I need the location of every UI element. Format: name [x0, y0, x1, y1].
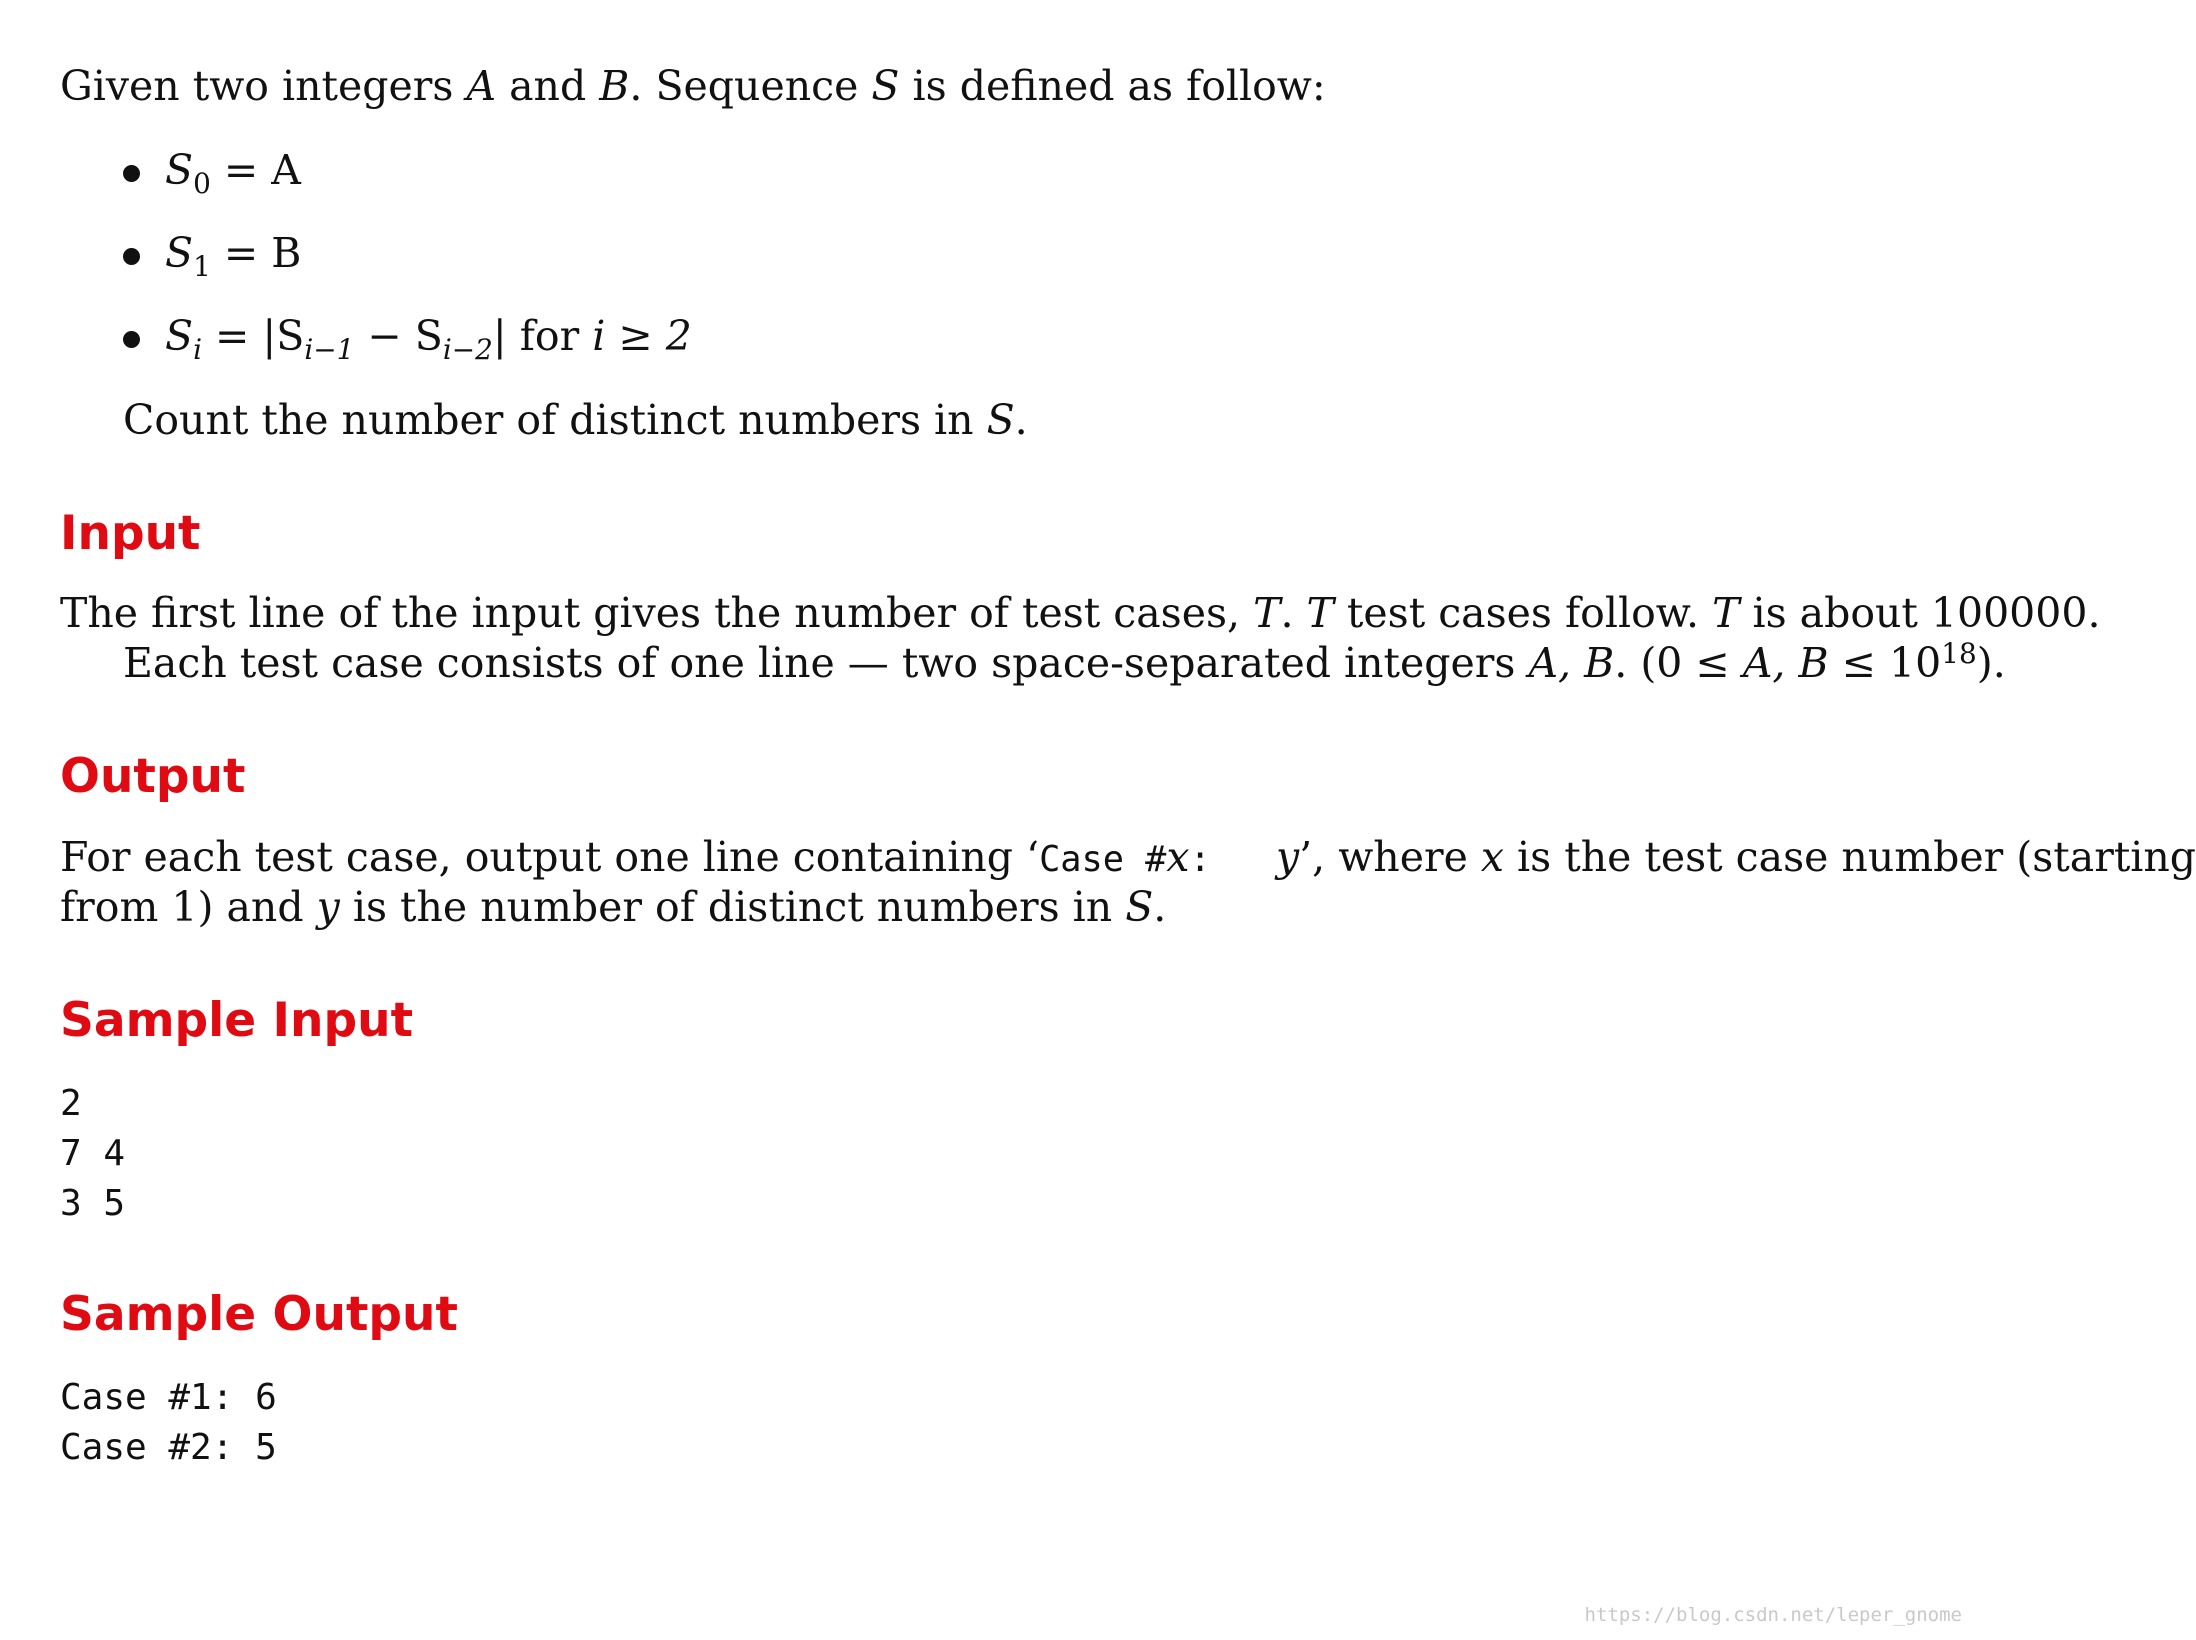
definition-item: [165, 229, 302, 283]
intro-text-4: is defined as follow:: [899, 62, 1326, 110]
definition-rhs: = A: [223, 146, 301, 194]
sample-input-block: 2 7 4 3 5: [60, 1083, 126, 1224]
variable-x: x: [1166, 833, 1190, 881]
sample-input-heading: Sample Input: [60, 993, 414, 1048]
variable-s: S: [986, 396, 1015, 444]
intro-text-2: and: [496, 62, 600, 110]
definition-lhs: S: [165, 229, 194, 277]
exponent: 18: [1941, 636, 1977, 670]
output-text: from 1) and: [60, 883, 317, 931]
task-text: Count the number of distinct numbers in: [123, 396, 987, 444]
bullet-icon: [123, 165, 140, 182]
input-text: ≤ 10: [1828, 639, 1942, 687]
definition-subscript: i: [193, 332, 203, 366]
definition-subscript: 1: [193, 249, 211, 283]
definition-item: [165, 146, 301, 200]
variable-b: B: [599, 62, 630, 110]
output-description-line: [60, 885, 1166, 930]
input-text: test cases follow.: [1333, 589, 1713, 637]
variable-t: T: [1306, 589, 1334, 637]
bullet-icon: [123, 248, 140, 265]
task-period: .: [1014, 396, 1028, 444]
variable-s: S: [871, 62, 900, 110]
definition-condition: i ≥ 2: [592, 312, 692, 360]
output-text: is the test case number (starting: [1504, 833, 2196, 881]
definition-text: for: [506, 312, 593, 360]
variable-t: T: [1253, 589, 1281, 637]
output-text: is the number of distinct numbers in: [339, 883, 1126, 931]
definition-expression: − S: [354, 312, 443, 360]
variable-y: y: [316, 883, 340, 931]
sample-output-block: Case #1: 6 Case #2: 5: [60, 1377, 277, 1468]
output-text: .: [1153, 883, 1167, 931]
variable-pair: A, B: [1528, 639, 1615, 687]
definition-expression: |: [492, 312, 507, 360]
definition-lhs: S: [165, 312, 194, 360]
definition-item: [165, 312, 692, 366]
definition-subscript: i−2: [442, 332, 493, 366]
output-description-line: [60, 835, 2196, 880]
task-line: [123, 398, 1028, 443]
variable-y: y: [1275, 833, 1300, 881]
variable-x: x: [1480, 833, 1504, 881]
intro-line: [60, 64, 1326, 109]
input-heading: Input: [60, 506, 201, 561]
variable-s: S: [1125, 883, 1154, 931]
output-code: Case #: [1039, 839, 1167, 880]
input-text: The first line of the input gives the number of test cases,: [60, 589, 1254, 637]
definition-rhs: = B: [223, 229, 302, 277]
input-text: is about 100000.: [1739, 589, 2101, 637]
bullet-icon: [123, 331, 140, 348]
input-text: ).: [1976, 639, 2006, 687]
output-heading: Output: [60, 749, 246, 804]
definition-subscript: 0: [193, 166, 211, 200]
variable-a: A: [466, 62, 497, 110]
sample-output-heading: Sample Output: [60, 1287, 458, 1342]
intro-text-1: Given two integers: [60, 62, 467, 110]
input-constraint-line: [123, 636, 2006, 687]
definition-lhs: S: [165, 146, 194, 194]
output-code: :: [1189, 839, 1211, 880]
definition-subscript: i−1: [304, 332, 355, 366]
input-text: Each test case consists of one line — two space-separated integers: [123, 639, 1529, 687]
watermark: https://blog.csdn.net/leper_gnome: [1584, 1604, 1962, 1626]
definition-expression: = |S: [202, 312, 305, 360]
input-text: . (0 ≤: [1614, 639, 1743, 687]
output-text: For each test case, output one line containing ‘: [60, 833, 1040, 881]
output-text: ’, where: [1299, 833, 1481, 881]
variable-t: T: [1712, 589, 1740, 637]
input-description-line: [60, 591, 2100, 636]
intro-text-3: . Sequence: [629, 62, 872, 110]
input-text: .: [1280, 589, 1307, 637]
variable-pair: A, B: [1742, 639, 1829, 687]
